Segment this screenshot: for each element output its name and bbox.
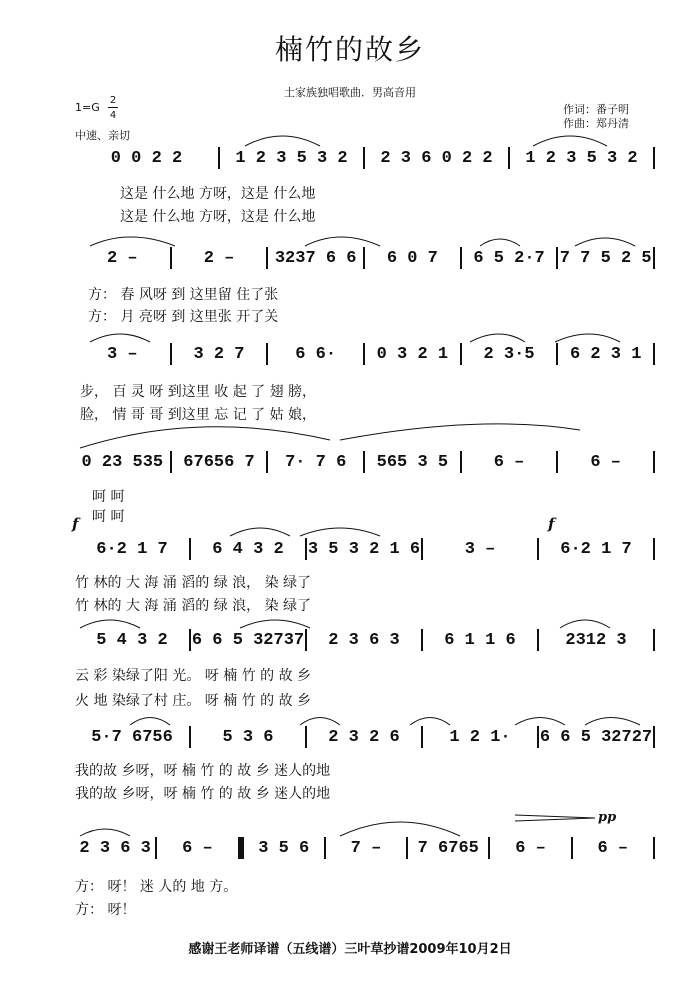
measure: 6 6 5 32727 xyxy=(539,727,653,747)
measure: 0 23 535 xyxy=(81,452,164,472)
measure: 3 2 7 xyxy=(193,344,245,364)
measure: 6 6 5 32737 xyxy=(191,630,305,650)
measure: 6·2 1 7 xyxy=(560,539,632,559)
slur-arc xyxy=(80,427,330,448)
measure: 6 6· xyxy=(295,344,337,364)
lyric-verse-2: 方： 月 亮呀 到 这里张 开了关 xyxy=(88,309,279,325)
lyric-verse-2: 我的故 乡呀，呀 楠 竹 的 故 乡 迷人的地 xyxy=(75,786,331,802)
measure: 7· 7 6 xyxy=(285,452,347,472)
lyric-verse-1: 我的故 乡呀，呀 楠 竹 的 故 乡 迷人的地 xyxy=(75,763,331,779)
slur-arc xyxy=(470,334,525,342)
measure: 2 3 6 3 xyxy=(79,838,151,858)
lyric-verse-1: 呵 呵 xyxy=(92,489,125,505)
measure: 6 – xyxy=(515,838,546,858)
measure: 2 3·5 xyxy=(483,344,535,364)
forte-marking: f xyxy=(548,515,555,533)
measure: 3 5 6 xyxy=(258,838,310,858)
slur-arc xyxy=(300,718,340,726)
forte-marking: f xyxy=(72,515,79,533)
measure: 3 5 3 2 1 6 xyxy=(307,539,421,559)
slur-arc xyxy=(245,136,320,146)
slur-arc xyxy=(90,237,175,246)
measure: 5 4 3 2 xyxy=(96,630,168,650)
lyric-verse-1: 步， 百 灵 呀 到这里 收 起 了 翅 膀， xyxy=(80,384,317,400)
measure: 2 – xyxy=(107,248,138,268)
measure: 2 3 2 6 xyxy=(328,727,400,747)
slur-arc xyxy=(480,239,520,246)
slur-arc xyxy=(240,620,310,628)
pianissimo-marking: pp xyxy=(598,810,617,825)
measure: 3 – xyxy=(107,344,138,364)
measure: 6 4 3 2 xyxy=(212,539,284,559)
slur-arc xyxy=(130,718,170,726)
measure: 5·7 6756 xyxy=(91,727,173,747)
measure: 2 3 6 0 2 2 xyxy=(380,148,493,168)
measure: 7 – xyxy=(350,838,382,858)
measure: 7 7 5 2 5 xyxy=(559,248,652,268)
measure: 0 0 2 2 xyxy=(110,148,183,168)
slur-arc xyxy=(560,620,610,628)
lyricist-credit: 作词：番子明 xyxy=(563,103,629,116)
slur-arc xyxy=(585,718,640,726)
slur-arc xyxy=(90,334,150,342)
measure: 2 3 6 3 xyxy=(328,630,400,650)
lyric-verse-2: 呵 呵 xyxy=(92,509,125,525)
measure: 67656 7 xyxy=(183,452,255,472)
lyric-verse-1: 云 彩 染绿了阳 光。 呀 楠 竹 的 故 乡 xyxy=(75,668,312,684)
page-title: 楠竹的故乡 xyxy=(274,33,425,66)
slur-arc xyxy=(555,334,620,342)
slur-arc xyxy=(300,528,380,536)
measure: 6 – xyxy=(493,452,525,472)
measure: 6 0 7 xyxy=(386,248,438,268)
lyric-verse-2: 方： 呀！ xyxy=(75,902,136,918)
lyric-verse-1: 竹 林的 大 海 涌 滔的 绿 浪， 染 绿了 xyxy=(75,575,312,591)
slur-arc xyxy=(410,718,450,726)
slur-arc xyxy=(230,528,290,536)
measure: 3 – xyxy=(464,539,496,559)
slur-arc xyxy=(80,620,140,628)
measure: 5 3 6 xyxy=(222,727,274,747)
measure: 3237 6 6 xyxy=(274,248,357,268)
lyric-verse-2: 这是 什么地 方呀，这是 什么地 xyxy=(120,209,316,225)
measure: 6·2 1 7 xyxy=(96,539,168,559)
slur-arc xyxy=(533,136,607,146)
measure: 1 2 3 5 3 2 xyxy=(525,148,638,168)
lyric-verse-2: 火 地 染绿了村 庄。 呀 楠 竹 的 故 乡 xyxy=(75,693,312,709)
lyric-verse-1: 方： 呀！ 迷 人的 地 方。 xyxy=(75,879,238,895)
measure: 0 3 2 1 xyxy=(376,344,449,364)
measure: 6 2 3 1 xyxy=(569,344,642,364)
measure: 6 – xyxy=(182,838,213,858)
measure: 6 – xyxy=(590,452,621,472)
slur-arc xyxy=(575,238,635,246)
lyric-verse-1: 方： 春 风呀 到 这里留 住了张 xyxy=(88,287,279,303)
tempo-marking: 中速、亲切 xyxy=(75,129,130,142)
slur-arc xyxy=(515,718,565,726)
lyric-verse-2: 脸， 情 哥 哥 到这里 忘 记 了 姑 娘， xyxy=(80,407,317,423)
measure: 2312 3 xyxy=(565,630,627,650)
slur-arc xyxy=(80,829,130,836)
lyric-verse-2: 竹 林的 大 海 涌 滔的 绿 浪， 染 绿了 xyxy=(75,598,312,614)
key-signature: 1=G xyxy=(75,101,100,114)
slur-arc xyxy=(340,822,460,836)
measure: 7 6765 xyxy=(417,838,479,858)
lyric-verse-1: 这是 什么地 方呀，这是 什么地 xyxy=(120,186,316,202)
subtitle: 土家族独唱歌曲．男高音用 xyxy=(284,86,416,99)
measure: 1 2 1· xyxy=(449,727,511,747)
footer-credit: 感谢王老师译谱（五线谱）三叶草抄谱2009年10月2日 xyxy=(188,942,512,957)
measure: 1 2 3 5 3 2 xyxy=(235,148,348,168)
time-signature-top: 2 xyxy=(109,95,117,106)
measure: 6 5 2·7 xyxy=(473,248,545,268)
composer-credit: 作曲：郑丹清 xyxy=(563,117,629,130)
slur-arc xyxy=(305,237,380,246)
measure: 6 – xyxy=(597,838,629,858)
diminuendo-hairpin xyxy=(515,815,595,821)
measure: 565 3 5 xyxy=(376,452,449,472)
slur-arc xyxy=(340,424,580,440)
time-signature-bottom: 4 xyxy=(109,110,117,121)
measure: 6 1 1 6 xyxy=(444,630,516,650)
measure: 2 – xyxy=(203,248,235,268)
